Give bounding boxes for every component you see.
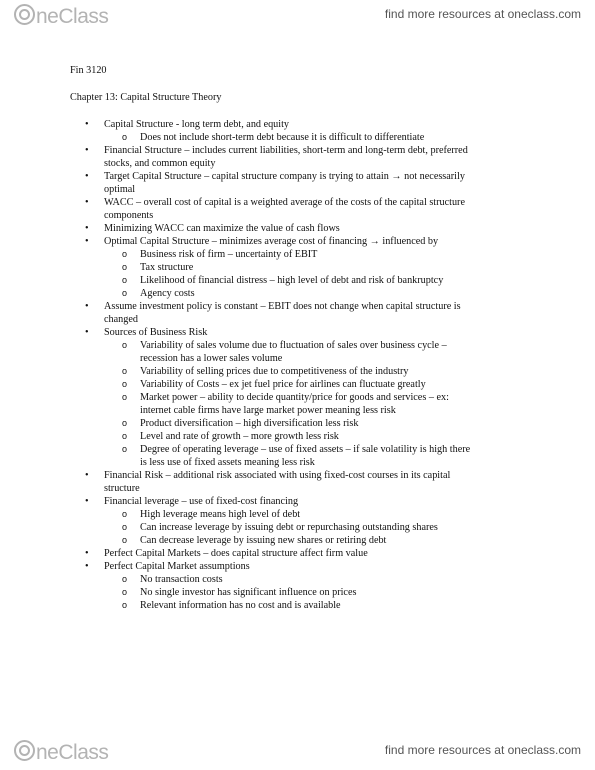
sub-bullet-icon: o [122,574,128,584]
sub-bullet-item: o Can decrease leverage by issuing new shares or retiring debt [122,535,387,546]
sub-bullet-icon: o [122,366,128,376]
sub-bullet-item: o Market power – ability to decide quantity/price for goods and services – ex: [122,392,449,403]
bullet-icon: • [85,496,89,507]
bullet-icon: • [85,171,89,182]
sub-bullet-icon: o [122,249,128,259]
sub-bullet-icon: o [122,522,128,532]
sub-bullet-icon: o [122,379,128,389]
sub-bullet-item: o Agency costs [122,288,195,299]
sub-bullet-icon: o [122,509,128,519]
oneclass-logo[interactable] [14,4,108,29]
sub-bullet-icon: o [122,275,128,285]
logo-text: neClass [36,741,109,764]
bullet-icon: • [85,470,89,481]
sub-bullet-icon: o [122,340,128,350]
course-code: Fin 3120 [70,65,107,76]
resources-link[interactable]: find more resources at oneclass.com [384,7,581,21]
sub-bullet-item: o Can increase leverage by issuing debt or repurchasing outstanding shares [122,522,438,533]
oneclass-logo[interactable] [14,740,108,765]
sub-bullet-continuation: internet cable firms have large market power meaning less risk [140,405,396,416]
sub-bullet-item: o No transaction costs [122,574,223,585]
bullet-icon: • [85,236,89,247]
sub-bullet-item: o Variability of selling prices due to competitiveness of the industry [122,366,409,377]
logo-circle-icon [14,4,35,25]
sub-bullet-icon: o [122,431,128,441]
bullet-item: • Minimizing WACC can maximize the value of cash flows [85,223,340,234]
bullet-icon: • [85,223,89,234]
sub-bullet-continuation: recession has a lower sales volume [140,353,283,364]
bullet-item: • WACC – overall cost of capital is a weighted average of the costs of the capital structure [85,197,465,208]
sub-bullet-item: o Variability of Costs – ex jet fuel price for airlines can fluctuate greatly [122,379,426,390]
sub-bullet-item: o Business risk of firm – uncertainty of EBIT [122,249,318,260]
sub-bullet-icon: o [122,444,128,454]
chapter-title: Chapter 13: Capital Structure Theory [70,92,222,103]
sub-bullet-icon: o [122,262,128,272]
sub-bullet-item: o Degree of operating leverage – use of fixed assets – if sale volatility is high there [122,444,471,455]
sub-bullet-item: o Variability of sales volume due to fluctuation of sales over business cycle – [122,340,447,351]
sub-bullet-item: o Level and rate of growth – more growth less risk [122,431,339,442]
sub-bullet-item: o High leverage means high level of debt [122,509,301,520]
bullet-continuation: components [104,210,154,221]
bullet-item: • Capital Structure - long term debt, and equity [85,119,290,130]
bullet-icon: • [85,561,89,572]
bullet-icon: • [85,119,89,130]
sub-bullet-icon: o [122,600,128,610]
page-footer [0,736,595,770]
bullet-item: • Sources of Business Risk [85,327,208,338]
document-body [70,64,530,612]
sub-bullet-item: o Tax structure [122,262,194,273]
sub-bullet-icon: o [122,418,128,428]
bullet-icon: • [85,301,89,312]
sub-bullet-continuation: is less use of fixed assets meaning less risk [140,457,315,468]
bullet-icon: • [85,145,89,156]
sub-bullet-icon: o [122,392,128,402]
sub-bullet-item: o Likelihood of financial distress – high level of debt and risk of bankruptcy [122,275,444,286]
bullet-item: • Target Capital Structure – capital structure company is trying to attain → not necessarily [85,171,465,182]
bullet-continuation: structure [104,483,140,494]
sub-bullet-icon: o [122,132,128,142]
sub-bullet-icon: o [122,587,128,597]
sub-bullet-icon: o [122,288,128,298]
bullet-item: • Optimal Capital Structure – minimizes average cost of financing → influenced by [85,236,439,247]
bullet-continuation: optimal [104,184,136,195]
bullet-icon: • [85,197,89,208]
bullet-item: • Assume investment policy is constant – EBIT does not change when capital structure is [85,301,461,312]
page-header [0,0,595,34]
sub-bullet-icon: o [122,535,128,545]
bullet-item: • Financial leverage – use of fixed-cost financing [85,496,299,507]
logo-text: neClass [36,5,109,28]
resources-link[interactable]: find more resources at oneclass.com [384,743,581,757]
bullet-icon: • [85,548,89,559]
bullet-continuation: stocks, and common equity [104,158,216,169]
sub-bullet-item: o No single investor has significant influence on prices [122,587,357,598]
logo-circle-icon [14,740,35,761]
sub-bullet-item: o Relevant information has no cost and is available [122,600,341,611]
sub-bullet-item: o Product diversification – high diversification less risk [122,418,359,429]
bullet-icon: • [85,327,89,338]
bullet-continuation: changed [104,314,138,325]
bullet-item: • Financial Risk – additional risk associated with using fixed-cost courses in its capital [85,470,451,481]
bullet-item: • Perfect Capital Market assumptions [85,561,250,572]
bullet-item: • Financial Structure – includes current liabilities, short-term and long-term debt, preferred [85,145,468,156]
bullet-item: • Perfect Capital Markets – does capital structure affect firm value [85,548,368,559]
sub-bullet-item: o Does not include short-term debt because it is difficult to differentiate [122,132,425,143]
